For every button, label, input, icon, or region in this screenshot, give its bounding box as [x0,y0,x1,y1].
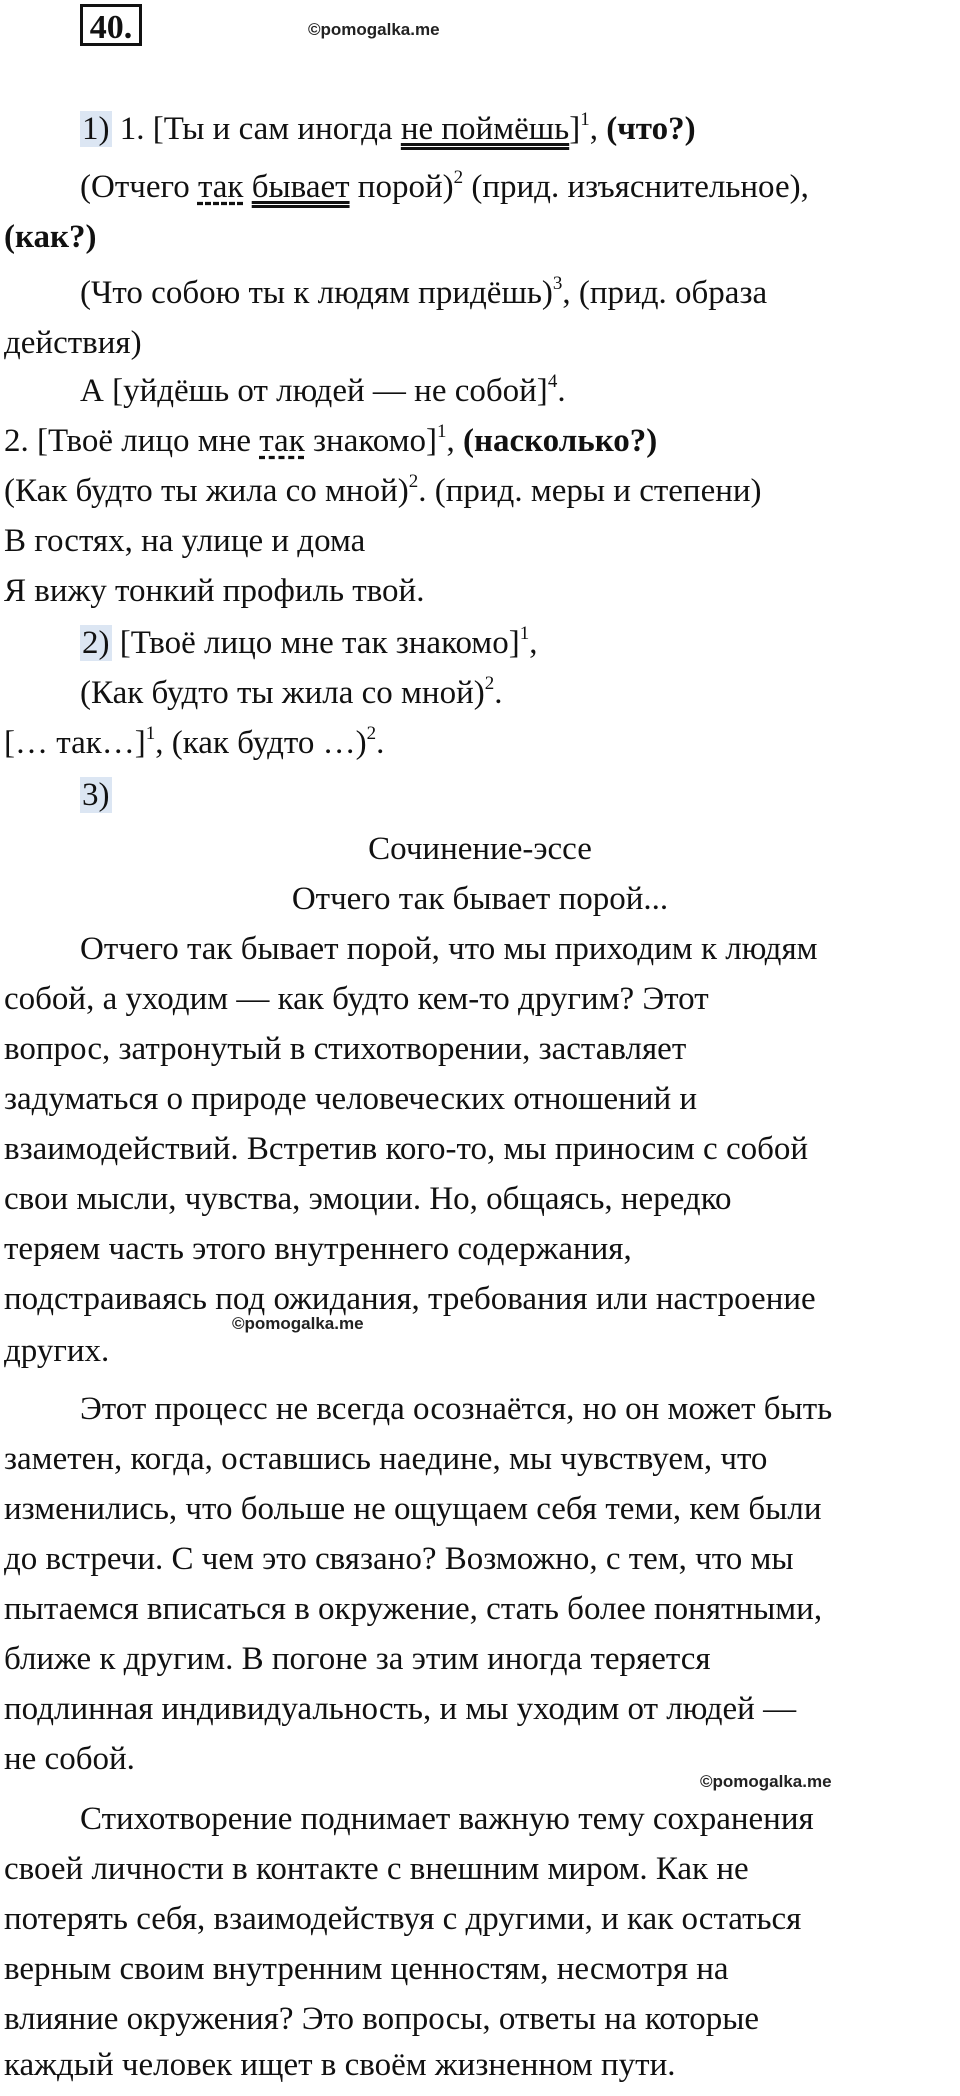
essay-p1-line: собой, а уходим — как будто кем-то другим? Этот [4,981,709,1017]
essay-p3-line: Стихотворение поднимает важную тему сохранения [80,1801,814,1837]
essay-p1-line: подстраиваясь под ожидания, требования или настроение [4,1281,816,1317]
line-part2-l1: 2) [Твоё лицо мне так знакомо]$^1$, [82,623,538,661]
essay-p1-line: свои мысли, чувства, эмоции. Но, общаясь, нередко [4,1181,732,1217]
line-part1-s3: (Что собою ты к людям придёшь)$^3$, (прид. образа [80,273,768,311]
line-part1-s3-cont: действия) [4,325,142,361]
question-kak: (как?) [4,219,97,255]
essay-p2-line: не собой. [4,1741,135,1777]
part3-label: 3) [82,777,110,813]
essay-p3-line: потерять себя, взаимодействуя с другими, и как остаться [4,1901,802,1937]
essay-p2-line: подлинная индивидуальность, и мы уходим от людей — [4,1691,797,1727]
part1-label: 1) [82,111,110,147]
essay-p1-line: других. [4,1333,110,1369]
essay-p3-line: влияние окружения? Это вопросы, ответы на которые [4,2001,760,2037]
essay-p1-line: взаимодействий. Встретив кого-то, мы приносим с собой [4,1131,809,1167]
line-part2-l2: (Как будто ты жила со мной)$^2$. [80,673,503,711]
essay-p2-line: ближе к другим. В погоне за этим иногда теряется [4,1641,711,1677]
essay-p2-line: Этот процесс не всегда осознаётся, но он может быть [80,1391,833,1427]
essay-p2-line: изменились, что больше не ощущаем себя теми, кем были [4,1491,822,1527]
essay-p2-line: до встречи. С чем это связано? Возможно, с тем, что мы [4,1541,794,1577]
line-part1-s2: (Отчего так бывает порой)$^2$ (прид. изъяснительное), [80,167,809,205]
line-part1-t5: Я вижу тонкий профиль твой. [4,573,425,609]
predicate-byvaet: бывает [251,169,350,205]
line-part3-label [0,770,960,820]
watermark-middle: ©pomogalka.me [232,1314,364,1333]
line-part2-l3: [… так…]$^1$, (как будто …)$^2$. [4,723,385,761]
essay-p3-line: своей личности в контакте с внешним миром. Как не [4,1851,749,1887]
line-part1-kak [0,212,960,262]
question-chto: (что?) [606,111,696,147]
predicate-ne-poymesh: не поймёшь [400,111,570,147]
essay-p3-line: верным своим внутренним ценностям, несмотря на [4,1951,729,1987]
watermark-top: ©pomogalka.me [308,20,440,39]
task-number: 40. [80,4,142,46]
question-naskolko: (насколько?) [462,423,658,459]
line-part1-t4: В гостях, на улице и дома [4,523,366,559]
line-part1-t3: (Как будто ты жила со мной)$^2$. (прид. меры и степени) [4,471,762,509]
watermark-bottom: ©pomogalka.me [700,1772,832,1791]
essay-p1-line: задуматься о природе человеческих отношений и [4,1081,698,1117]
line-part1-s1: 1) 1. [Ты и сам иногда не поймёшь]$^1$, (что?) [82,109,696,147]
line-part1-s4: А [уйдёшь от людей — не собой]$^4$. [80,371,566,409]
adverb-tak-2: так [259,423,305,459]
adverb-tak: так [197,169,244,205]
part2-label: 2) [82,625,110,661]
essay-p3-line: каждый человек ищет в своём жизненном пути. [4,2047,676,2083]
essay-p1-line: Отчего так бывает порой, что мы приходим к людям [80,931,818,967]
essay-p2-line: заметен, когда, оставшись наедине, мы чувствуем, что [4,1441,768,1477]
essay-p1-line: теряем часть этого внутреннего содержания, [4,1231,632,1267]
line-part1-t2: 2. [Твоё лицо мне так знакомо]$^1$, (насколько?) [4,421,658,459]
essay-p1-line: вопрос, затронутый в стихотворении, заставляет [4,1031,687,1067]
essay-title: Сочинение-эссе [368,831,592,867]
essay-p2-line: пытаемся вписаться в окружение, стать более понятными, [4,1591,823,1627]
essay-subtitle: Отчего так бывает порой... [291,881,669,917]
